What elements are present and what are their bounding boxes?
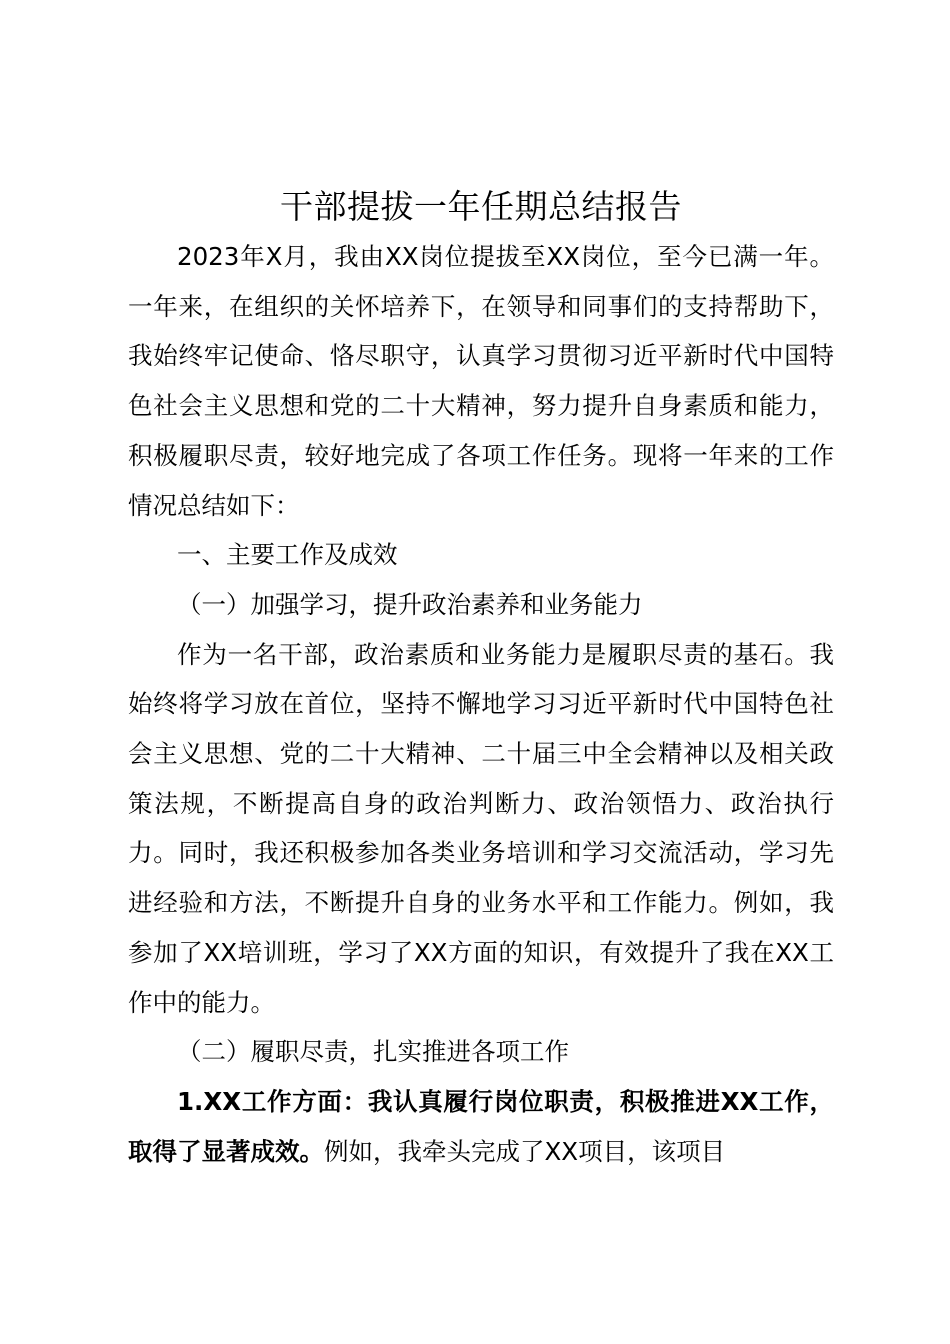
document-page [128, 182, 834, 1176]
intro-paragraph: 2023年X月，我由XX岗位提拔至XX岗位，至今已满一年。一年来，在组织的关怀培养下，在领导和同事们的支持帮助下，我始终牢记使命、恪尽职守，认真学习贯彻习近平新时代中国特色社会主义思想和党的二十大精神，努力提升自身素质和能力，积极履职尽责，较好地完成了各项工作任务。现将一年来的工作情况总结如下： [128, 242, 834, 520]
section-heading-main-work: 一、主要工作及成效 [177, 540, 398, 570]
item-1-paragraph [128, 1077, 834, 1176]
document-title: 干部提拔一年任期总结报告 [280, 187, 682, 226]
subsection-heading-study: （一）加强学习，提升政治素养和业务能力 [177, 589, 643, 619]
subsection-heading-duties: （二）履职尽责，扎实推进各项工作 [177, 1037, 569, 1067]
item-1-text: 例如，我牵头完成了XX项目，该项目 [324, 1136, 726, 1166]
item-1-bold-lead: 1.XX工作方面：我认真履行岗位职责，积极推进XX工作，取得了显著成效。 [128, 1086, 834, 1166]
study-paragraph: 作为一名干部，政治素质和业务能力是履职尽责的基石。我始终将学习放在首位，坚持不懈地学习习近平新时代中国特色社会主义思想、党的二十大精神、二十届三中全会精神以及相关政策法规，不断提高自身的政治判断力、政治领悟力、政治执行力。同时，我还积极参加各类业务培训和学习交流活动，学习先进经验和方法，不断提升自身的业务水平和工作能力。例如，我参加了XX培训班，学习了XX方面的知识，有效提升了我在XX工作中的能力。 [128, 639, 834, 1017]
